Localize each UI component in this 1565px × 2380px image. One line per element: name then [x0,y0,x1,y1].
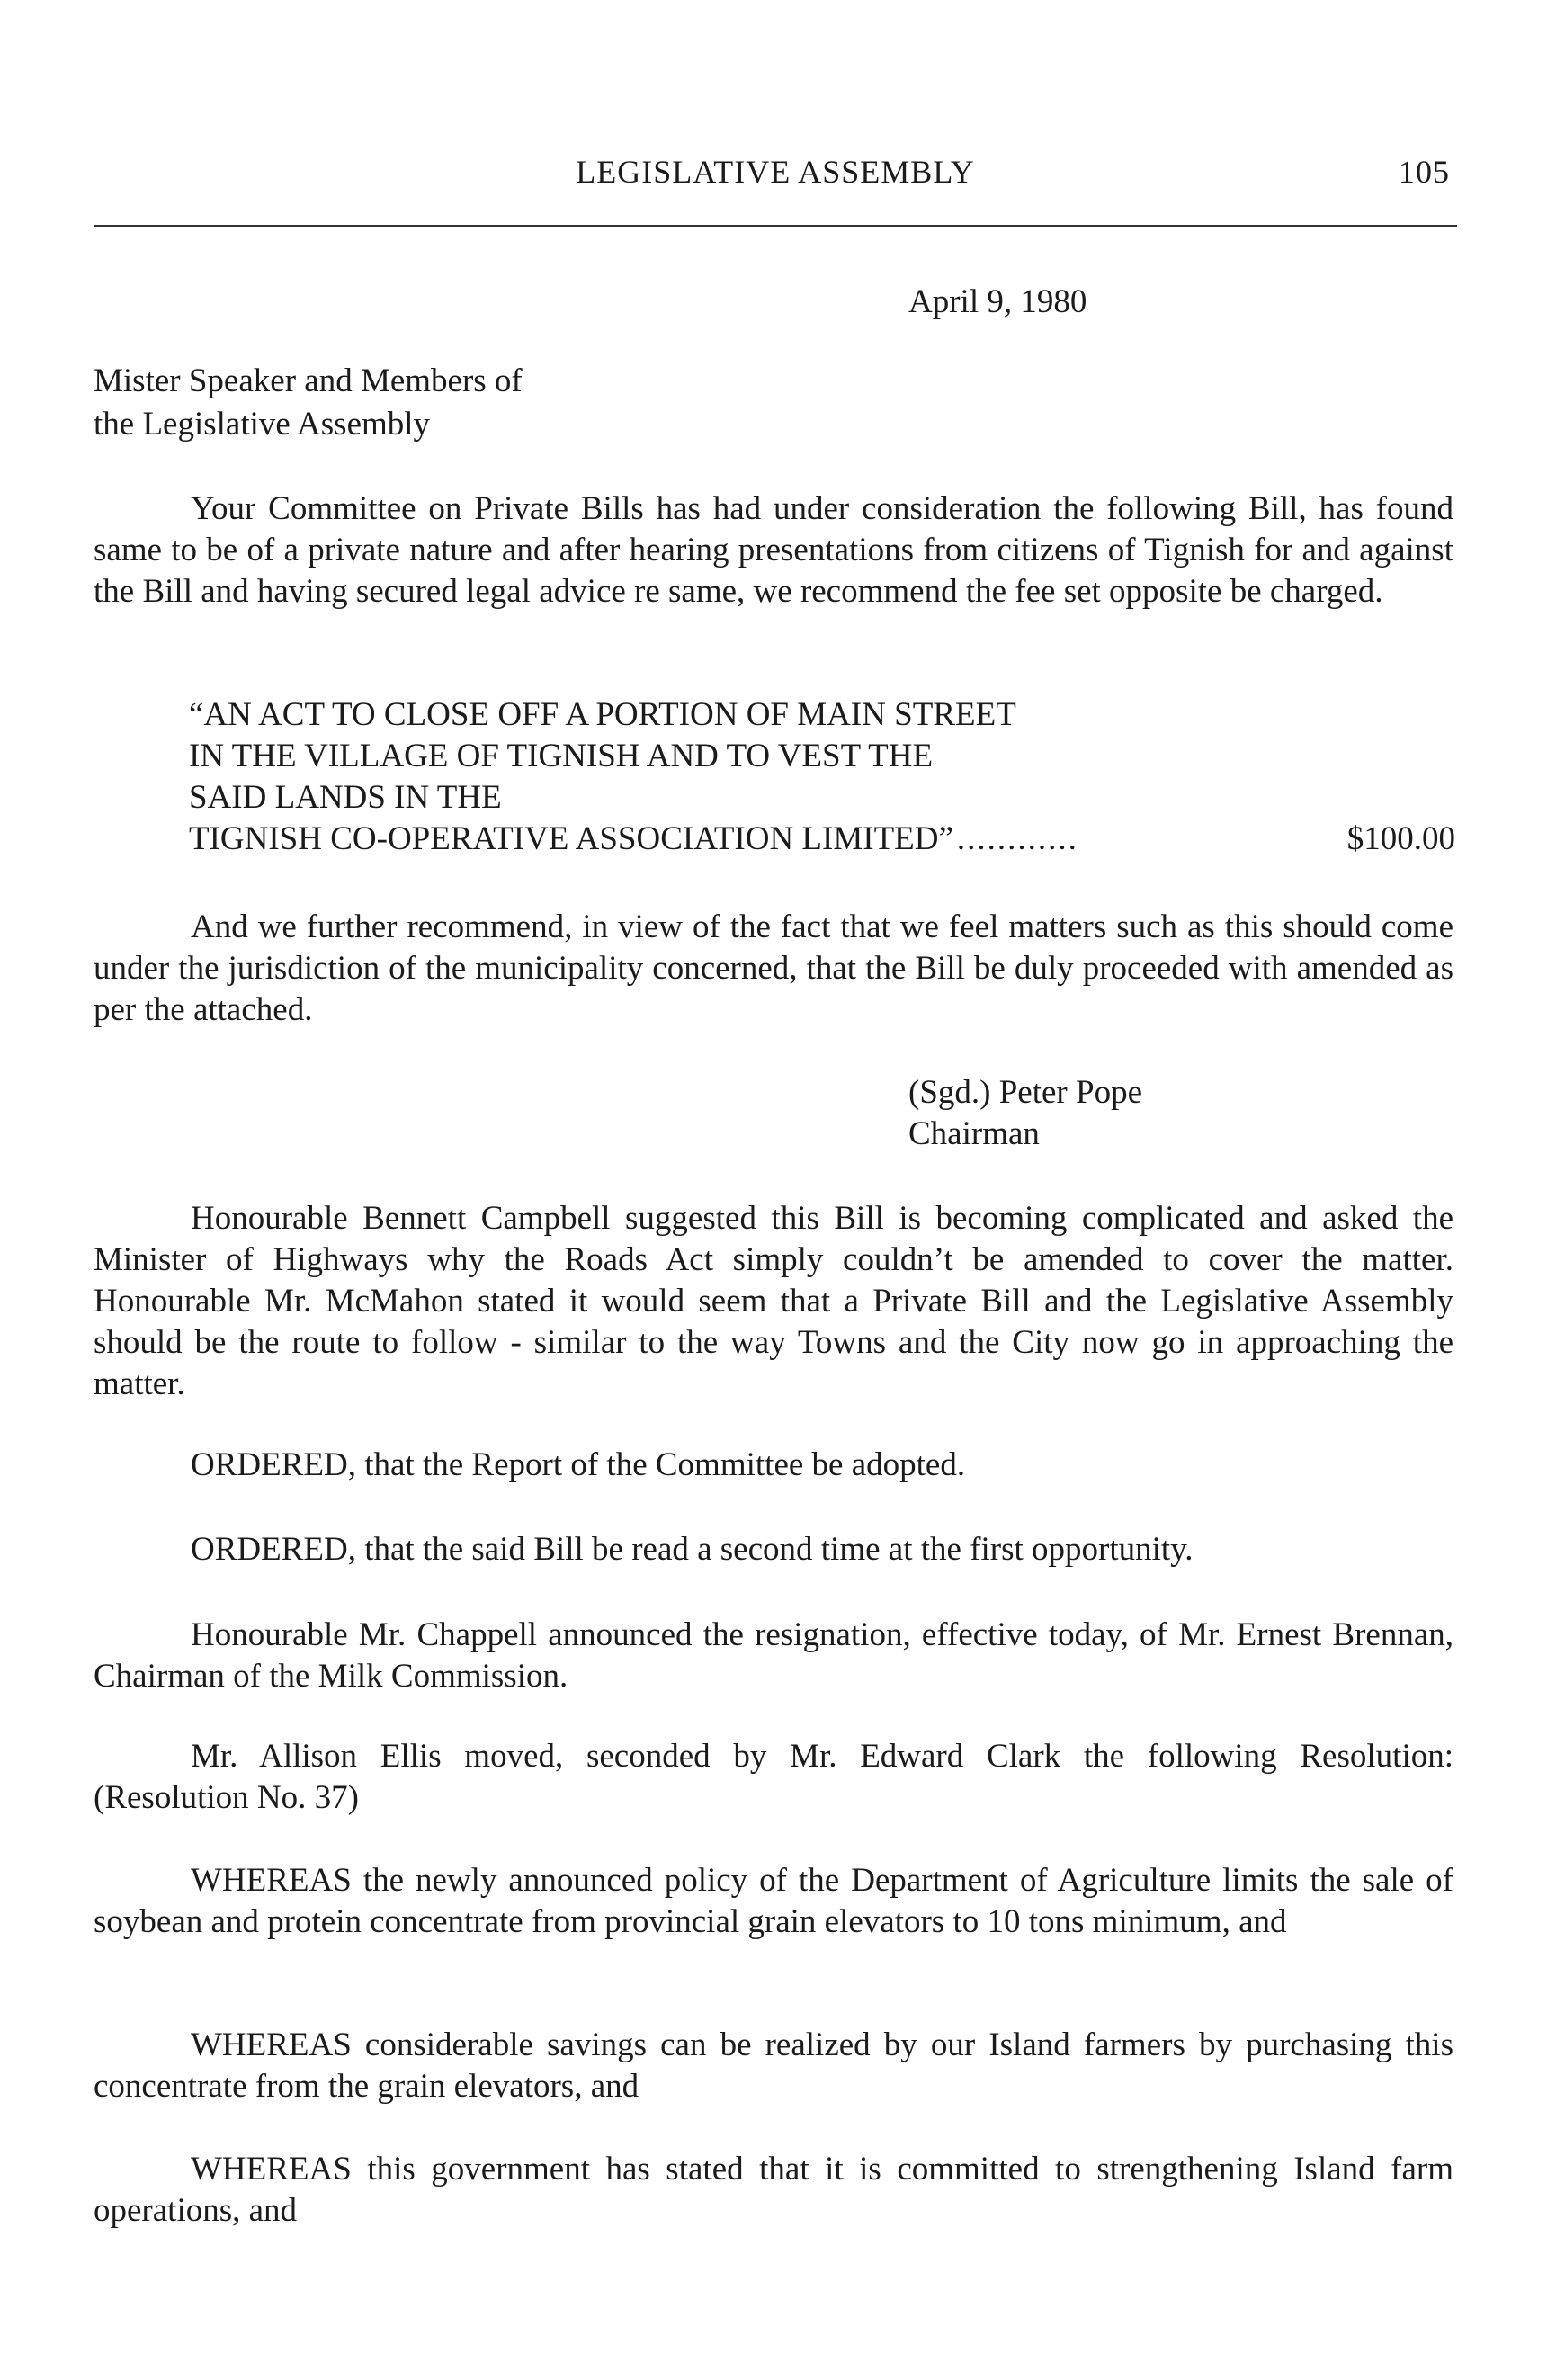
report-intro-paragraph: Your Committee on Private Bills has had under consideration the following Bill, has found same to be of a private nature and after hearing presentations from citizens of Tignish for and against the Bill and having secured legal advice re same, we recommend the fee set opposite be charged. [94,490,1453,610]
ordered-second-reading: ORDERED, that the said Bill be read a second time at the first opportunity. [191,1531,1194,1568]
salutation [94,360,523,446]
signature-title: Chairman [908,1115,1040,1152]
whereas-paragraph-2: WHEREAS considerable savings can be realized by our Island farmers by purchasing this concentrate from the grain elevators, and [94,2027,1453,2105]
campbell-paragraph: Honourable Bennett Campbell suggested this Bill is becoming complicated and asked the Minister of Highways why the Roads Act simply couldn’t be amended to cover the matter. Honourable Mr. McMahon stated it would seem that a Private Bill and the Legislative Assembly should be the route to follow - similar to the way Towns and the City now go in approaching the matter. [94,1200,1453,1402]
dot-leader: ............ [956,820,1078,857]
whereas-paragraph-1: WHEREAS the newly announced policy of the Department of Agriculture limits the sale of soybean and protein concentrate from provincial grain elevators to 10 tons minimum, and [94,1862,1453,1940]
signature-name: (Sgd.) Peter Pope [908,1074,1142,1111]
salutation-line-1: Mister Speaker and Members of [94,362,523,399]
bill-fee-line [189,819,1455,860]
running-header [94,153,1457,198]
recommendation-paragraph: And we further recommend, in view of the fact that we feel matters such as this should come under the jurisdiction of the municipality concerned, that the Bill be duly proceeded with amended as per the attached. [94,908,1453,1028]
page-number: 105 [1399,154,1450,190]
whereas-paragraph-3: WHEREAS this government has stated that it is committed to strengthening Island farm operations, and [94,2151,1453,2229]
report-date: April 9, 1980 [908,283,1087,320]
header-title: LEGISLATIVE ASSEMBLY [576,154,975,190]
ordered-report-adopted: ORDERED, that the Report of the Committee be adopted. [191,1446,966,1483]
resolution-motion-paragraph: Mr. Allison Ellis moved, seconded by Mr. Edward Clark the following Resolution: (Resolution No. 37) [94,1738,1453,1816]
bill-title-line-3: SAID LANDS IN THE [189,779,502,816]
bill-fee: $100.00 [1346,820,1455,857]
header-rule [94,225,1457,227]
signature-block [908,1072,1142,1155]
bill-title-line-1: “AN ACT TO CLOSE OFF A PORTION OF MAIN STREET [189,696,1016,733]
bill-title-line-2: IN THE VILLAGE OF TIGNISH AND TO VEST THE [189,738,934,774]
bill-title-line-4: TIGNISH CO-OPERATIVE ASSOCIATION LIMITED” [189,820,953,857]
bill-title [189,694,1455,860]
salutation-line-2: the Legislative Assembly [94,406,431,443]
resignation-paragraph: Honourable Mr. Chappell announced the resignation, effective today, of Mr. Ernest Brennan, Chairman of the Milk Commission. [94,1616,1453,1695]
